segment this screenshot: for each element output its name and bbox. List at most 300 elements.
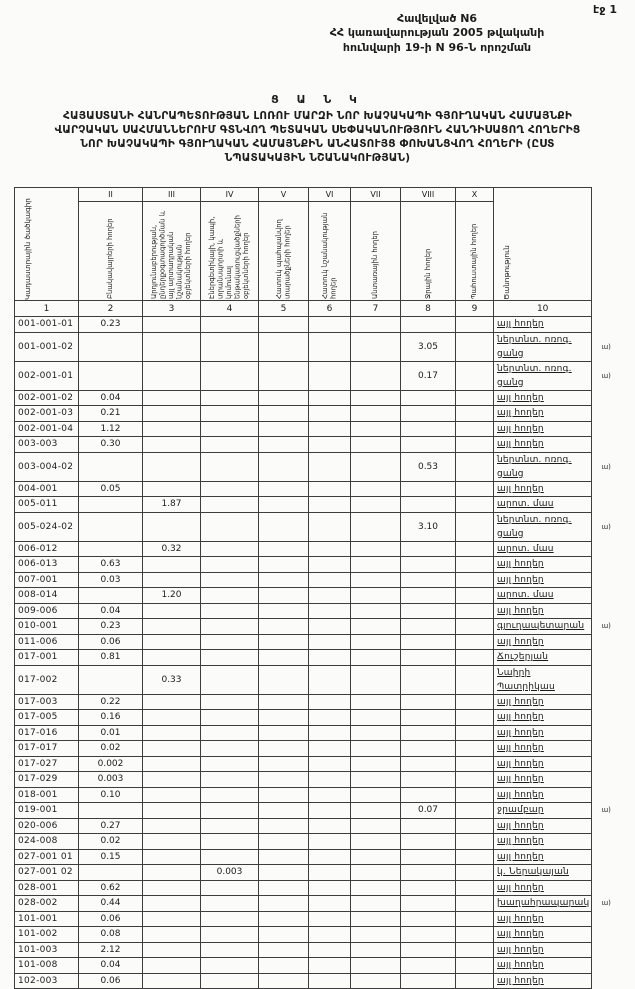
note-cell: այլ հողեր	[494, 557, 592, 573]
cadastral-code-cell: 024-008	[15, 834, 79, 850]
area-value-cell	[456, 849, 494, 865]
area-value-cell	[309, 361, 351, 390]
table-row	[15, 332, 622, 361]
area-value-cell	[351, 865, 401, 881]
roman-numeral: VII	[351, 188, 401, 202]
roman-numeral-row	[15, 188, 622, 202]
table-row	[15, 849, 622, 865]
table-row	[15, 541, 622, 557]
table-row	[15, 911, 622, 927]
footnote-marker	[592, 849, 622, 865]
note-cell: ներտնտ. ոռոգ. ցանց	[494, 361, 592, 390]
title-line: ՀԱՅԱՍՏԱՆԻ ՀԱՆՐԱՊԵՏՈՒԹՅԱՆ ԼՈՌՈՒ ՄԱՐԶԻ ՆՈՐ ԽԱՉԱԿԱՊԻ ԳՅՈՒՂԱԿԱՆ ՀԱՄԱՅՆՔԻ	[62, 110, 573, 122]
area-value-cell	[456, 911, 494, 927]
area-value-cell	[259, 665, 309, 694]
col-header-industrial-label: Արդյունաբերության, ընդերքօգտագործման և այլ արտադրական նշանակության օբյեկտների հողեր	[150, 210, 193, 299]
area-value-cell: 0.002	[79, 756, 143, 772]
area-value-cell	[143, 634, 201, 650]
area-value-cell: 0.06	[79, 634, 143, 650]
area-value-cell	[309, 710, 351, 726]
area-value-cell	[259, 588, 309, 604]
area-value-cell	[401, 772, 456, 788]
col-header-energy-transport	[201, 202, 259, 301]
area-value-cell	[201, 694, 259, 710]
area-value-cell	[351, 406, 401, 422]
cadastral-code-cell: 009-006	[15, 603, 79, 619]
area-value-cell	[351, 756, 401, 772]
roman-numeral: X	[456, 188, 494, 202]
cadastral-code-cell: 027-001 01	[15, 849, 79, 865]
area-value-cell	[309, 603, 351, 619]
area-value-cell	[456, 437, 494, 453]
area-value-cell	[309, 634, 351, 650]
area-value-cell	[201, 756, 259, 772]
area-value-cell	[309, 741, 351, 757]
note-cell: կ. Ներակայան	[494, 865, 592, 881]
area-value-cell	[309, 849, 351, 865]
table-row	[15, 588, 622, 604]
cadastral-code-cell: 017-029	[15, 772, 79, 788]
footnote-marker	[592, 927, 622, 943]
footnote-marker	[592, 588, 622, 604]
area-value-cell	[259, 958, 309, 974]
area-value-cell	[401, 741, 456, 757]
footnote-marker	[592, 634, 622, 650]
footnote-marker: ա)	[601, 342, 611, 351]
area-value-cell	[309, 541, 351, 557]
area-value-cell	[456, 390, 494, 406]
area-value-cell	[201, 390, 259, 406]
area-value-cell	[401, 557, 456, 573]
area-value-cell: 0.02	[79, 834, 143, 850]
area-value-cell	[309, 772, 351, 788]
area-value-cell: 1.12	[79, 421, 143, 437]
area-value-cell: 0.27	[79, 818, 143, 834]
area-value-cell: 0.62	[79, 880, 143, 896]
area-value-cell	[351, 572, 401, 588]
area-value-cell	[143, 818, 201, 834]
footnote-marker	[592, 406, 622, 422]
area-value-cell	[259, 634, 309, 650]
area-value-cell	[309, 973, 351, 989]
area-value-cell	[143, 572, 201, 588]
area-value-cell	[143, 958, 201, 974]
footnote-marker	[592, 880, 622, 896]
col-header-water	[401, 202, 456, 301]
note-cell: այլ հողեր	[494, 741, 592, 757]
cadastral-code-cell: 027-001 02	[15, 865, 79, 881]
table-row	[15, 390, 622, 406]
note-cell: արոտ. մաս	[494, 541, 592, 557]
area-value-cell	[143, 803, 201, 819]
footnote-marker	[592, 557, 622, 573]
area-value-cell	[201, 497, 259, 513]
area-value-cell	[401, 541, 456, 557]
area-value-cell	[309, 818, 351, 834]
table-row	[15, 603, 622, 619]
area-value-cell	[143, 973, 201, 989]
area-value-cell	[201, 588, 259, 604]
cadastral-code-cell: 028-001	[15, 880, 79, 896]
area-value-cell	[351, 927, 401, 943]
area-value-cell	[259, 787, 309, 803]
cadastral-code-cell: 008-014	[15, 588, 79, 604]
area-value-cell	[456, 452, 494, 481]
table-row	[15, 958, 622, 974]
area-value-cell	[79, 541, 143, 557]
area-value-cell	[259, 481, 309, 497]
footnote-marker	[592, 437, 622, 453]
table-row	[15, 557, 622, 573]
cadastral-code-cell: 011-006	[15, 634, 79, 650]
cadastral-code-cell: 005-024-02	[15, 512, 79, 541]
table-row	[15, 406, 622, 422]
area-value-cell	[259, 512, 309, 541]
col-header-forest-label: Անտառային հողեր	[371, 231, 380, 299]
area-value-cell	[79, 665, 143, 694]
footnote-marker	[592, 317, 622, 333]
area-value-cell	[351, 787, 401, 803]
area-value-cell	[401, 756, 456, 772]
area-value-cell	[351, 634, 401, 650]
area-value-cell	[456, 317, 494, 333]
area-value-cell	[259, 332, 309, 361]
table-row	[15, 452, 622, 481]
area-value-cell	[351, 512, 401, 541]
area-value-cell	[259, 572, 309, 588]
area-value-cell	[201, 437, 259, 453]
area-value-cell	[259, 911, 309, 927]
area-value-cell	[201, 603, 259, 619]
area-value-cell	[309, 390, 351, 406]
column-number: 4	[201, 301, 259, 317]
col-header-reserve-label: Պահուստային հողեր	[470, 223, 479, 299]
area-value-cell	[401, 619, 456, 635]
note-cell: այլ հողեր	[494, 849, 592, 865]
footnote-margin	[592, 301, 622, 317]
footnote-marker	[592, 958, 622, 974]
col-header-water-label: Ջրային հողեր	[423, 248, 432, 299]
area-value-cell	[351, 725, 401, 741]
area-value-cell	[79, 865, 143, 881]
note-cell: արոտ. մաս	[494, 497, 592, 513]
area-value-cell	[309, 650, 351, 666]
area-value-cell	[201, 421, 259, 437]
area-value-cell: 0.32	[143, 541, 201, 557]
area-value-cell	[143, 390, 201, 406]
area-value-cell	[259, 710, 309, 726]
note-cell: այլ հողեր	[494, 756, 592, 772]
area-value-cell	[259, 973, 309, 989]
roman-numeral: IV	[201, 188, 259, 202]
area-value-cell	[401, 880, 456, 896]
table-row	[15, 865, 622, 881]
area-value-cell	[201, 619, 259, 635]
area-value-cell	[143, 927, 201, 943]
area-value-cell	[456, 787, 494, 803]
area-value-cell	[401, 406, 456, 422]
area-value-cell	[401, 390, 456, 406]
col-header-residential-label: Բնակավայրերի հողեր	[106, 218, 115, 299]
page-number: էջ 1	[593, 3, 617, 16]
roman-numeral: VIII	[401, 188, 456, 202]
footnote-marker	[592, 421, 622, 437]
area-value-cell	[201, 452, 259, 481]
area-value-cell	[351, 849, 401, 865]
table-row	[15, 437, 622, 453]
area-value-cell	[201, 725, 259, 741]
area-value-cell	[143, 896, 201, 912]
area-value-cell	[259, 390, 309, 406]
area-value-cell	[79, 452, 143, 481]
area-value-cell	[401, 317, 456, 333]
note-cell: այլ հողեր	[494, 437, 592, 453]
area-value-cell	[401, 911, 456, 927]
appendix-line: Հավելված N6	[396, 12, 478, 25]
area-value-cell	[309, 756, 351, 772]
area-value-cell	[351, 603, 401, 619]
area-value-cell: 3.05	[401, 332, 456, 361]
cadastral-code-cell: 101-003	[15, 942, 79, 958]
area-value-cell	[143, 437, 201, 453]
area-value-cell	[401, 650, 456, 666]
col-header-notes	[494, 188, 592, 301]
area-value-cell	[143, 481, 201, 497]
area-value-cell: 0.10	[79, 787, 143, 803]
appendix-reference	[267, 12, 607, 55]
area-value-cell	[456, 588, 494, 604]
col-header-cadastral-code	[15, 188, 79, 301]
area-value-cell	[259, 834, 309, 850]
area-value-cell	[309, 787, 351, 803]
area-value-cell	[401, 421, 456, 437]
area-value-cell	[201, 572, 259, 588]
cadastral-code-cell: 101-002	[15, 927, 79, 943]
area-value-cell	[456, 619, 494, 635]
area-value-cell: 1.87	[143, 497, 201, 513]
area-value-cell	[351, 741, 401, 757]
area-value-cell	[201, 896, 259, 912]
area-value-cell	[201, 361, 259, 390]
area-value-cell	[351, 880, 401, 896]
col-header-forest	[351, 202, 401, 301]
cadastral-code-cell: 002-001-04	[15, 421, 79, 437]
area-value-cell: 0.33	[143, 665, 201, 694]
area-value-cell: 1.20	[143, 588, 201, 604]
table-body	[15, 317, 622, 989]
footnote-marker	[592, 772, 622, 788]
area-value-cell	[401, 725, 456, 741]
roman-numeral: III	[143, 188, 201, 202]
note-cell: այլ հողեր	[494, 973, 592, 989]
title-line: ՆՈՐ ԽԱՉԱԿԱՊԻ ԳՅՈՒՂԱԿԱՆ ՀԱՄԱՅՆՔԻՆ ԱՆՀԱՏՈՒՅՑ ՓՈԽԱՆՑՎՈՂ ՀՈՂԵՐԻ (ԸՍՏ	[80, 137, 555, 150]
note-cell: այլ հողեր	[494, 880, 592, 896]
cadastral-code-cell: 101-008	[15, 958, 79, 974]
area-value-cell	[401, 787, 456, 803]
area-value-cell	[351, 834, 401, 850]
footnote-marker: ա)	[601, 806, 611, 815]
area-value-cell	[309, 942, 351, 958]
area-value-cell	[309, 512, 351, 541]
cadastral-code-cell: 004-001	[15, 481, 79, 497]
table-row	[15, 694, 622, 710]
col-header-energy-transport-label: Էներգետիկայի, կապի, տրանսպորտի և կոմունալ ենթակառուցվածքների օբյեկտների հողեր	[208, 215, 251, 299]
area-value-cell	[309, 481, 351, 497]
note-cell: այլ հողեր	[494, 603, 592, 619]
area-value-cell	[401, 481, 456, 497]
area-value-cell	[456, 332, 494, 361]
area-value-cell	[309, 694, 351, 710]
area-value-cell	[351, 650, 401, 666]
area-value-cell	[351, 497, 401, 513]
area-value-cell	[401, 437, 456, 453]
column-number: 1	[15, 301, 79, 317]
note-cell: արոտ. մաս	[494, 588, 592, 604]
area-value-cell: 0.04	[79, 603, 143, 619]
area-value-cell	[201, 512, 259, 541]
area-value-cell	[259, 317, 309, 333]
footnote-marker: ա)	[601, 899, 611, 908]
roman-numeral: VI	[309, 188, 351, 202]
area-value-cell	[309, 421, 351, 437]
area-value-cell	[201, 406, 259, 422]
area-value-cell	[351, 710, 401, 726]
column-number: 7	[351, 301, 401, 317]
cadastral-code-cell: 003-004-02	[15, 452, 79, 481]
footnote-marker	[592, 865, 622, 881]
area-value-cell	[143, 849, 201, 865]
footnote-marker	[592, 725, 622, 741]
area-value-cell	[456, 818, 494, 834]
area-value-cell	[309, 911, 351, 927]
area-value-cell	[456, 481, 494, 497]
note-cell: խաղահրապարակ	[494, 896, 592, 912]
area-value-cell	[456, 927, 494, 943]
area-value-cell: 0.05	[79, 481, 143, 497]
area-value-cell	[351, 958, 401, 974]
area-value-cell	[456, 896, 494, 912]
area-value-cell	[79, 512, 143, 541]
area-value-cell	[259, 650, 309, 666]
area-value-cell	[351, 361, 401, 390]
area-value-cell	[401, 896, 456, 912]
area-value-cell	[401, 865, 456, 881]
note-cell: այլ հողեր	[494, 772, 592, 788]
area-value-cell	[401, 572, 456, 588]
area-value-cell	[401, 694, 456, 710]
area-value-cell	[201, 650, 259, 666]
column-number: 6	[309, 301, 351, 317]
land-transfer-table-wrap	[14, 187, 622, 989]
column-number: 9	[456, 301, 494, 317]
area-value-cell	[259, 942, 309, 958]
area-value-cell	[201, 927, 259, 943]
area-value-cell	[351, 421, 401, 437]
area-value-cell	[351, 541, 401, 557]
area-value-cell	[456, 942, 494, 958]
note-cell: ներտնտ. ոռոգ. ցանց	[494, 512, 592, 541]
area-value-cell	[79, 332, 143, 361]
column-number: 10	[494, 301, 592, 317]
area-value-cell	[201, 665, 259, 694]
table-row	[15, 512, 622, 541]
area-value-cell	[401, 958, 456, 974]
area-value-cell	[143, 787, 201, 803]
area-value-cell	[259, 406, 309, 422]
area-value-cell	[143, 834, 201, 850]
area-value-cell	[456, 803, 494, 819]
table-row	[15, 421, 622, 437]
table-row	[15, 572, 622, 588]
area-value-cell	[456, 421, 494, 437]
area-value-cell	[401, 588, 456, 604]
footnote-marker	[592, 572, 622, 588]
area-value-cell: 0.003	[201, 865, 259, 881]
title-line: ՆՊԱՏԱԿԱՅԻՆ ՆՇԱՆԱԿՈՒԹՅԱՆ)	[224, 151, 411, 164]
note-cell: այլ հողեր	[494, 634, 592, 650]
area-value-cell	[201, 541, 259, 557]
area-value-cell	[201, 481, 259, 497]
area-value-cell	[259, 880, 309, 896]
note-cell: այլ հողեր	[494, 818, 592, 834]
note-cell: այլ հողեր	[494, 958, 592, 974]
note-cell: այլ հողեր	[494, 694, 592, 710]
area-value-cell	[259, 437, 309, 453]
area-value-cell	[456, 406, 494, 422]
area-value-cell	[143, 317, 201, 333]
col-header-special-purpose	[309, 202, 351, 301]
area-value-cell	[143, 710, 201, 726]
area-value-cell	[456, 958, 494, 974]
table-row	[15, 497, 622, 513]
area-value-cell	[143, 694, 201, 710]
area-value-cell: 0.22	[79, 694, 143, 710]
note-cell: ներտնտ. ոռոգ. ցանց	[494, 452, 592, 481]
cadastral-code-cell: 006-012	[15, 541, 79, 557]
area-value-cell	[201, 911, 259, 927]
table-row	[15, 650, 622, 666]
cadastral-code-cell: 018-001	[15, 787, 79, 803]
footnote-marker	[592, 942, 622, 958]
col-header-notes-label: Ծանոթություն	[502, 245, 511, 300]
area-value-cell	[143, 421, 201, 437]
area-value-cell	[259, 497, 309, 513]
column-number-row	[15, 301, 622, 317]
column-number: 5	[259, 301, 309, 317]
area-value-cell	[456, 725, 494, 741]
area-value-cell	[401, 497, 456, 513]
table-row	[15, 665, 622, 694]
area-value-cell	[351, 772, 401, 788]
cadastral-code-cell: 002-001-03	[15, 406, 79, 422]
area-value-cell	[259, 756, 309, 772]
area-value-cell	[201, 834, 259, 850]
cadastral-code-cell: 102-003	[15, 973, 79, 989]
note-cell: գյուղապետարան	[494, 619, 592, 635]
table-row	[15, 634, 622, 650]
area-value-cell	[143, 942, 201, 958]
table-row	[15, 787, 622, 803]
area-value-cell	[143, 406, 201, 422]
col-header-protected-areas-label: Հատուկ պահպանվող տարածքների հողեր	[275, 219, 292, 299]
table-row	[15, 803, 622, 819]
title-line: ՎԱՐՉԱԿԱՆ ՍԱՀՄԱՆՆԵՐՈՒՄ ԳՏՆՎՈՂ ՊԵՏԱԿԱՆ ՍԵՓԱԿԱՆՈՒԹՅՈՒՆ ՀԱՆԴԻՍԱՑՈՂ ՀՈՂԵՐԻՑ	[54, 123, 581, 136]
footnote-marker	[592, 911, 622, 927]
area-value-cell	[309, 557, 351, 573]
table-row	[15, 741, 622, 757]
area-value-cell	[401, 665, 456, 694]
land-transfer-table	[14, 187, 622, 989]
